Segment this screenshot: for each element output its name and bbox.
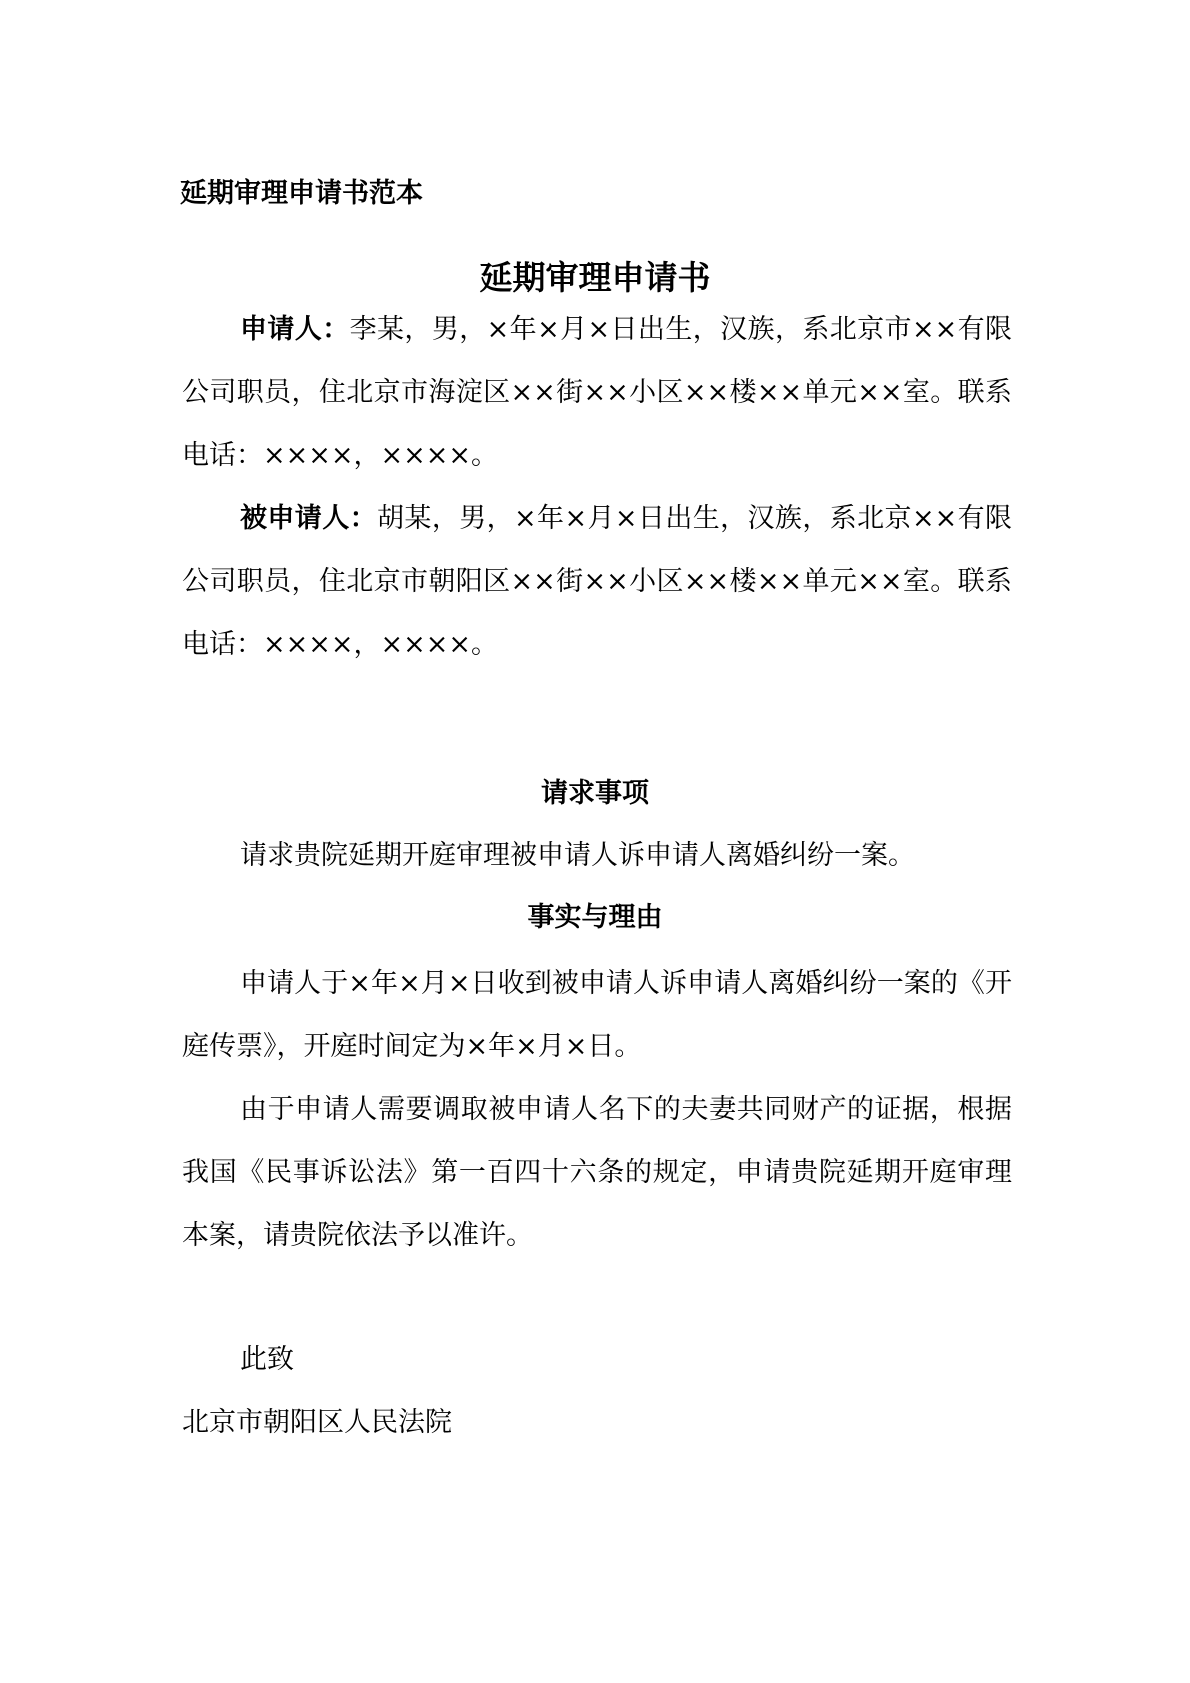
document-title: 延期审理申请书	[479, 258, 711, 297]
facts-title: 事实与理由	[527, 902, 663, 933]
closing-salutation: 此致	[240, 1344, 294, 1375]
applicant-label: 申请人：	[240, 314, 350, 345]
requests-title: 请求事项	[541, 778, 649, 809]
applicant-text: 李某，男，×年×月×日出生，汉族，系北京市××有限公司职员，住北京市海淀区××街××小区××楼××单元××室。联系电话：××××，××××。	[182, 314, 1013, 471]
facts-section	[182, 952, 1012, 1267]
parties-section	[182, 298, 1012, 676]
document-heading: 延期审理申请书范本	[180, 178, 423, 209]
requests-text: 请求贵院延期开庭审理被申请人诉申请人离婚纠纷一案。	[240, 840, 915, 871]
closing-recipient: 北京市朝阳区人民法院	[182, 1407, 452, 1438]
facts-paragraph-1: 申请人于×年×月×日收到被申请人诉申请人离婚纠纷一案的《开庭传票》，开庭时间定为×年×月×日。	[182, 968, 1012, 1062]
respondent-label: 被申请人：	[240, 503, 378, 534]
facts-paragraph-2: 由于申请人需要调取被申请人名下的夫妻共同财产的证据，根据我国《民事诉讼法》第一百四十六条的规定，申请贵院延期开庭审理本案，请贵院依法予以准许。	[182, 1094, 1012, 1251]
respondent-paragraph	[182, 487, 1012, 676]
respondent-text: 胡某，男，×年×月×日出生，汉族，系北京××有限公司职员，住北京市朝阳区××街××小区××楼××单元××室。联系电话：××××，××××。	[182, 503, 1012, 660]
applicant-paragraph	[182, 298, 1012, 487]
